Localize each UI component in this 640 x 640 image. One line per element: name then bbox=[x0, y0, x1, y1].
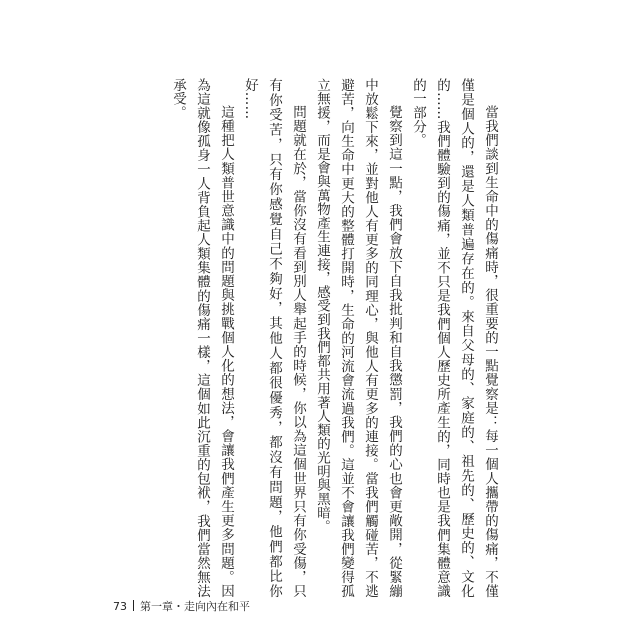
footer-divider bbox=[133, 600, 134, 611]
paragraph-1: 當我們談到生命中的傷痛時，很重要的一點覺察是：每一個人攜帶的傷痛，不僅僅是個人的，還是人類普遍存在的。來自父母的、家庭的、祖先的、歷史的、文化的……我們體驗到的傷痛，並不只是我們個人歷史所產生的，同時也是我們集體意識的一部分。 bbox=[410, 78, 498, 598]
footer-dot: ・ bbox=[173, 600, 184, 613]
page-footer bbox=[113, 598, 250, 614]
paragraph-2: 覺察到這一點，我們會放下自我批判和自我懲罰，我們的心也會更敞開，從緊繃中放鬆下來，並對他人有更多的同理心，與他人有更多的連接。當我們觸碰苦，不逃避苦，向生命中更大的整體打開時，生命的河流會流過我們。這並不會讓我們變得孤立無援，而是會與萬物產生連接，感受到我們都共用著人類的光明與黑暗。 bbox=[314, 78, 402, 598]
body-text bbox=[122, 78, 502, 598]
paragraph-4: 這種把人類普世意識中的問題與挑戰個人化的想法，會讓我們產生更多問題。因為這就像孤身一人背負起人類集體的傷痛一樣，這個如此沉重的包袱，我們當然無法承受。 bbox=[170, 78, 234, 598]
paragraph-3: 問題就在於，當你沒有看到別人舉起手的時候，你以為這個世界只有你受傷，只有你受苦，只有你感覺自己不夠好，其他人都很優秀，都沒有問題，他們都比你好…… bbox=[242, 78, 306, 598]
page-number: 73 bbox=[113, 600, 127, 613]
chapter-label: 第一章 bbox=[140, 600, 173, 613]
chapter-title: 走向內在和平 bbox=[184, 600, 250, 613]
